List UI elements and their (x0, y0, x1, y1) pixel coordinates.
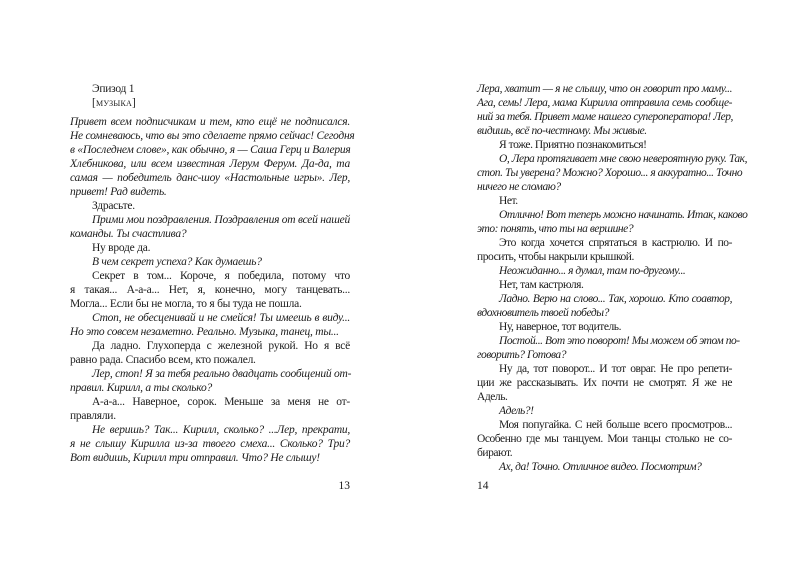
text-line: О, Лера протягивает мне свою невероятную руку. Так, (499, 153, 748, 165)
text-line: видишь, всё по-честному. Мы живые. (477, 125, 647, 137)
text-line: Да ладно. Глухоперда с железной рукой. Но я всё (92, 340, 350, 352)
text-line: Хлебникова, или всем известная Лерум Ферум. Да-да, та (70, 158, 350, 170)
text-line: самая — победитель данс-шоу «Настольные игры». Лер, (70, 172, 350, 184)
text-line: правил. Кирилл, а ты сколько? (70, 382, 212, 394)
text-line: Ага, семь! Лера, мама Кирилла отправила семь сообще- (477, 97, 732, 109)
text-line: стоп. Ты уверена? Можно? Хорошо... я аккуратно... Точно (477, 167, 743, 179)
paragraph (70, 255, 350, 269)
text-line: Ну вроде да. (92, 242, 151, 254)
text-line: Здрасьте. (92, 200, 135, 212)
text-line: Но это совсем незаметно. Реально. Музыка, танец, ты... (70, 326, 339, 338)
paragraph (477, 362, 732, 404)
text-line: в «Последнем слове», как обычно, я — Саша Герц и Валерия (70, 144, 351, 156)
text-line: это: понять, что ты на вершине? (477, 223, 634, 235)
paragraph (477, 334, 740, 362)
paragraph (477, 208, 748, 236)
paragraph (70, 311, 350, 339)
text-line: Нет, там кастрюля. (499, 279, 584, 291)
text-line: Ладно. Верю на слово... Так, хорошо. Кто соавтор, (499, 293, 732, 305)
text-line: Лер, стоп! Я за тебя реально двадцать сообщений от- (92, 368, 352, 380)
paragraph (70, 213, 350, 241)
text-line: Ах, да! Точно. Отличное видео. Посмотрим? (499, 461, 702, 473)
text-line: Ну да, тот поворот... И тот овраг. Не про репети- (499, 363, 732, 375)
paragraph (70, 115, 355, 199)
paragraph (477, 152, 748, 194)
paragraph (70, 199, 350, 213)
paragraph (477, 138, 732, 152)
text-line: Лера, хватит — я не слышу, что он говорит про маму... (477, 83, 732, 95)
text-line: Адель. (477, 391, 508, 403)
text-line: говорить? Готова? (477, 349, 567, 361)
text-line: Неожиданно... я думал, там по-другому... (499, 265, 686, 277)
paragraph (477, 236, 732, 264)
text-line: вдохновитель твоей победы? (477, 307, 609, 319)
text-line: Отлично! Вот теперь можно начинать. Итак, каково (499, 209, 748, 221)
text-line: ний за тебя. Привет маме нашего супероператора! Лер, (477, 111, 733, 123)
text-line: Прими мои поздравления. Поздравления от всей нашей (92, 214, 351, 226)
paragraph (477, 404, 732, 418)
paragraph (70, 339, 350, 367)
paragraph (477, 418, 732, 460)
text-line: я такая... А-а-а... Нет, я, конечно, могу танцевать... (70, 284, 350, 296)
paragraph (70, 241, 350, 255)
page-left-text (70, 82, 355, 465)
text-line: Привет всем подписчикам и тем, кто ещё не подписался. (70, 116, 350, 128)
text-line: команды. Ты счастлива? (70, 228, 187, 240)
text-line: Вот видишь, Кирилл три отправил. Что? Не слышу! (70, 452, 320, 464)
text-line: Моя попугайка. С ней больше всего просмотров... (499, 419, 732, 431)
page-number-right: 14 (477, 480, 489, 492)
paragraph (70, 96, 350, 110)
paragraph (70, 269, 350, 311)
text-line: [музыка] (92, 97, 137, 109)
page-right-text (477, 82, 748, 474)
text-line: Адель?! (499, 405, 534, 417)
page-number-left: 13 (338, 480, 350, 492)
text-line: А-а-а... Наверное, сорок. Меньше за меня не от- (92, 396, 350, 408)
paragraph (70, 82, 350, 96)
paragraph (70, 395, 350, 423)
paragraph (477, 460, 732, 474)
text-line: бирают. (477, 447, 513, 459)
paragraph (477, 292, 732, 320)
paragraph (70, 367, 350, 395)
text-line: Эпизод 1 (92, 83, 135, 95)
text-line: Не веришь? Так... Кирилл, сколько? ...Лер, прекрати, (92, 424, 350, 436)
text-line: Могла... Если бы не могла, то я бы туда не пошла. (70, 298, 302, 310)
paragraph (477, 264, 732, 278)
text-line: Секрет в том... Короче, я победила, потому что (92, 270, 350, 282)
text-line: Стоп, не обесценивай и не смейся! Ты имеешь в виду... (92, 312, 350, 324)
text-line: Постой... Вот это поворот! Мы можем об этом по- (499, 335, 740, 347)
text-line: просить, чтобы накрыли крышкой. (477, 251, 634, 263)
text-line: Я тоже. Приятно познакомиться! (499, 139, 647, 151)
text-line: привет! Рад видеть. (70, 186, 167, 198)
text-line: Особенно где мы танцуем. Мои танцы столько не со- (477, 433, 732, 445)
text-line: равно рада. Спасибо всем, кто пожалел. (70, 354, 256, 366)
text-line: ции же рассказывать. Их почти не смотрят. Я же не (477, 377, 732, 389)
text-line: правляли. (70, 410, 116, 422)
paragraph (477, 82, 732, 138)
text-line: Нет. (499, 195, 518, 207)
text-line: Ну, наверное, тот водитель. (499, 321, 622, 333)
paragraph (477, 194, 732, 208)
paragraph (70, 423, 350, 465)
paragraph (477, 278, 732, 292)
text-line: я не слышу Кирилла из-за твоего смеха... Сколько? Три? (70, 438, 350, 450)
text-line: Не сомневаюсь, что вы это сделаете прямо сейчас! Сегодня (70, 130, 355, 142)
text-line: Это когда хочется спрятаться в кастрюлю. И по- (499, 237, 732, 249)
text-line: ничего не сломаю? (477, 181, 561, 193)
paragraph (477, 320, 732, 334)
text-line: В чем секрет успеха? Как думаешь? (92, 256, 262, 268)
